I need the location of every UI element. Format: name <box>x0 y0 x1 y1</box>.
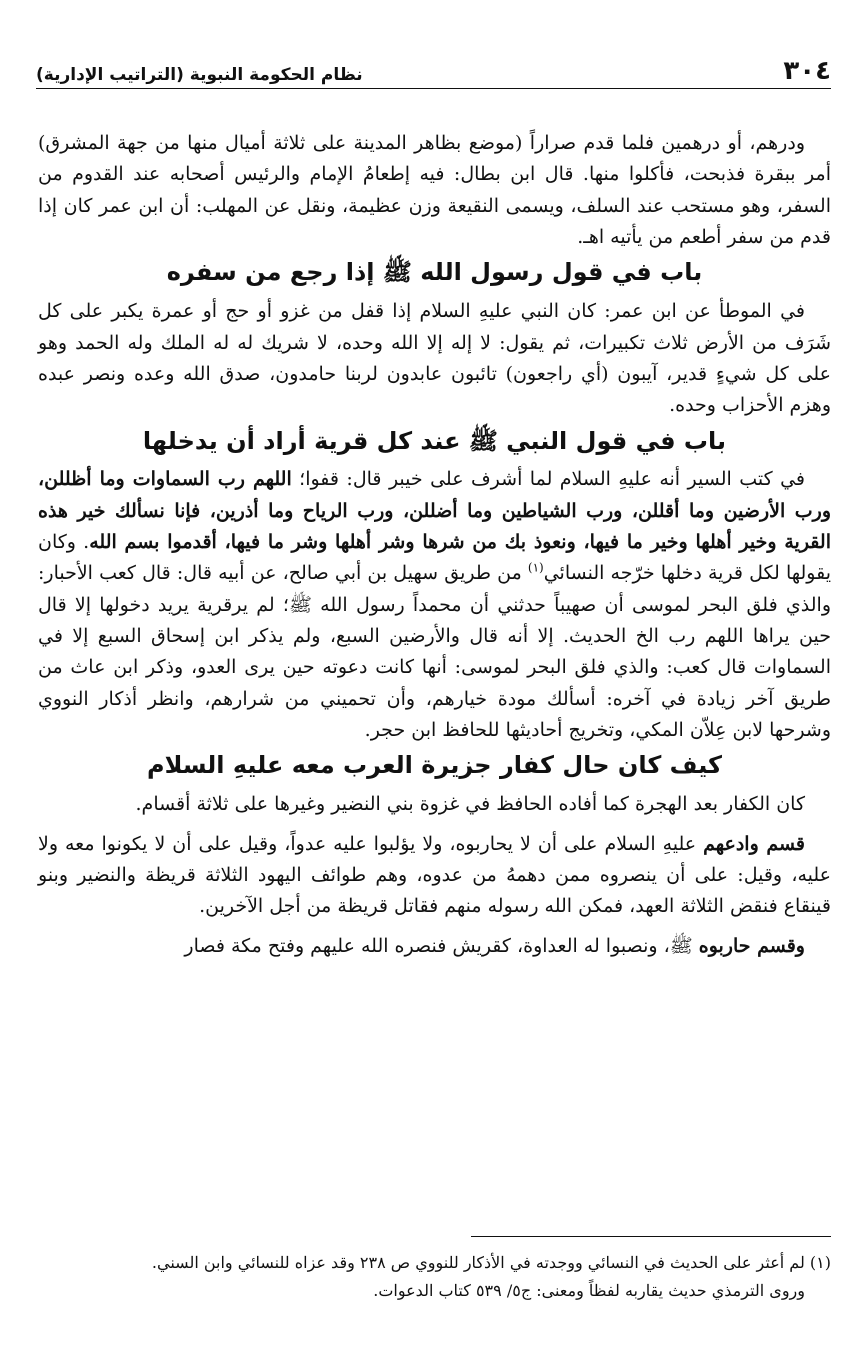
paragraph-khaybar-supplication <box>38 464 831 746</box>
paragraph-second-category <box>38 931 831 962</box>
paragraph-first-category <box>38 829 831 923</box>
paragraph-text: عليهِ السلام على أن لا يحاربوه، ولا يؤلبوا عليه عدواً، وقيل على أن لا يكونوا معه ولا عليه، وقيل: على أن ينصروه ممن دهمهُ من عدوه، وهم طوائف اليهود الثلاثة قريظة والنضير وبنو قينقاع فنقض الثلاثة العهد، فمكن الله رسوله منهم فقاتل قريظة من أجل الآخرين. <box>38 832 831 918</box>
supplication-text: اللهم رب السماوات وما أظللن، ورب الأرضين وما أقللن، ورب الشياطين وما أضللن، ورب الرياح وما أذرين، فإنا نسألك خير هذه القرية وخير أهلها وخير ما فيها، ونعوذ بك من شرها وشر أهلها وشر ما فيها، أقدموا بسم الله <box>38 468 831 554</box>
paragraph-text: من طريق سهيل بن أبي صالح، عن أبيه قال: قال كعب الأحبار: والذي فلق البحر لموسى أن صهيباً حدثني أن محمداً رسول الله ﷺ؛ لم يرقرية يريد دخولها إلا قال حين يراها اللهم رب الخ الحديث. إلا أنه قال والأرضين السبع، ولم يذكر ابن إسحاق السبع إلا في السماوات قال كعب: والذي فلق البحر لموسى: أنها كانت دعوته حين يرى العدو، وذكر ابن عاث من طريق آخر زيادة في آخره: أسألك مودة خيارهم، وأن تحميني من شرارهم، وانظر أذكار النووي وشرحها لابن عِلاّن المكي، وتخريج أحاديثها للحافظ ابن حجر. <box>38 562 831 742</box>
paragraph-continuation: ودرهم، أو درهمين فلما قدم صراراً (موضع بظاهر المدينة على ثلاثة أميال منها من جهة المشرق) أمر ببقرة فذبحت، فأكلوا منها. قال ابن بطال: فيه إطعامُ الإمام والرئيس أصحابه عند القدوم من السفر، وهو مستحب عند السلف، ويسمى النقيعة وزن عظيمة، ونقل عن المهلب: أن ابن عمر كان إذا قدم من سفر أطعم من يأتيه اهـ. <box>38 132 831 249</box>
section-heading-entering-village: باب في قول النبي ﷺ عند كل قرية أراد أن يدخلها <box>142 426 727 455</box>
footnote-text: لم أعثر على الحديث في النسائي ووجدته في الأذكار للنووي ص ٢٣٨ وقد عزاه للنسائي وابن السني. <box>151 1253 810 1272</box>
paragraph-three-categories: كان الكفار بعد الهجرة كما أفاده الحافظ في غزوة بني النضير وغيرها على ثلاثة أقسام. <box>135 793 805 816</box>
paragraph-muwatta: في الموطأ عن ابن عمر: كان النبي عليهِ السلام إذا قفل من غزو أو حج أو عمرة يكبر على كل شَرَف من الأرض ثلاث تكبيرات، ثم يقول: لا إله إلا الله وحده، لا شريك له له الملك وله الحمد وهو على كل شيءٍ قدير، آيبون (أي راجعون) تائبون عابدون لربنا حامدون، صدق الله وعده ونصر عبده وهزم الأحزاب وحده. <box>38 300 831 417</box>
paragraph-text: ﷺ، ونصبوا له العداوة، كقريش فنصره الله عليهم وفتح مكة فصار <box>184 934 699 957</box>
paragraph-text: . وكان يقولها لكل قرية دخلها خرّجه النسائي <box>38 531 832 585</box>
category-lead: وقسم حاربوه <box>698 934 805 957</box>
footnote-1 <box>36 1249 831 1277</box>
footnote-1-continuation: وروى الترمذي حديث يقاربه لفظاً ومعنى: ج٥/ ٥٣٩ كتاب الدعوات. <box>373 1281 805 1300</box>
page-number: ٣٠٤ <box>783 56 831 86</box>
section-heading-arab-disbelievers: كيف كان حال كفار جزيرة العرب معه عليهِ السلام <box>147 751 722 780</box>
footnote-divider <box>471 1236 831 1237</box>
category-lead: قسم وادعهم <box>703 832 805 855</box>
page-body <box>38 128 831 964</box>
section-heading-return-from-journey: باب في قول رسول الله ﷺ إذا رجع من سفره <box>166 258 703 287</box>
running-title: نظام الحكومة النبوية (التراتيب الإدارية) <box>36 65 363 85</box>
footnote-reference[interactable]: (١) <box>527 561 544 576</box>
running-header <box>36 58 831 89</box>
footnote-marker: (١) <box>809 1253 831 1272</box>
footnotes <box>36 1236 831 1305</box>
paragraph-text: في كتب السير أنه عليهِ السلام لما أشرف على خيبر قال: قفوا؛ <box>291 468 805 491</box>
